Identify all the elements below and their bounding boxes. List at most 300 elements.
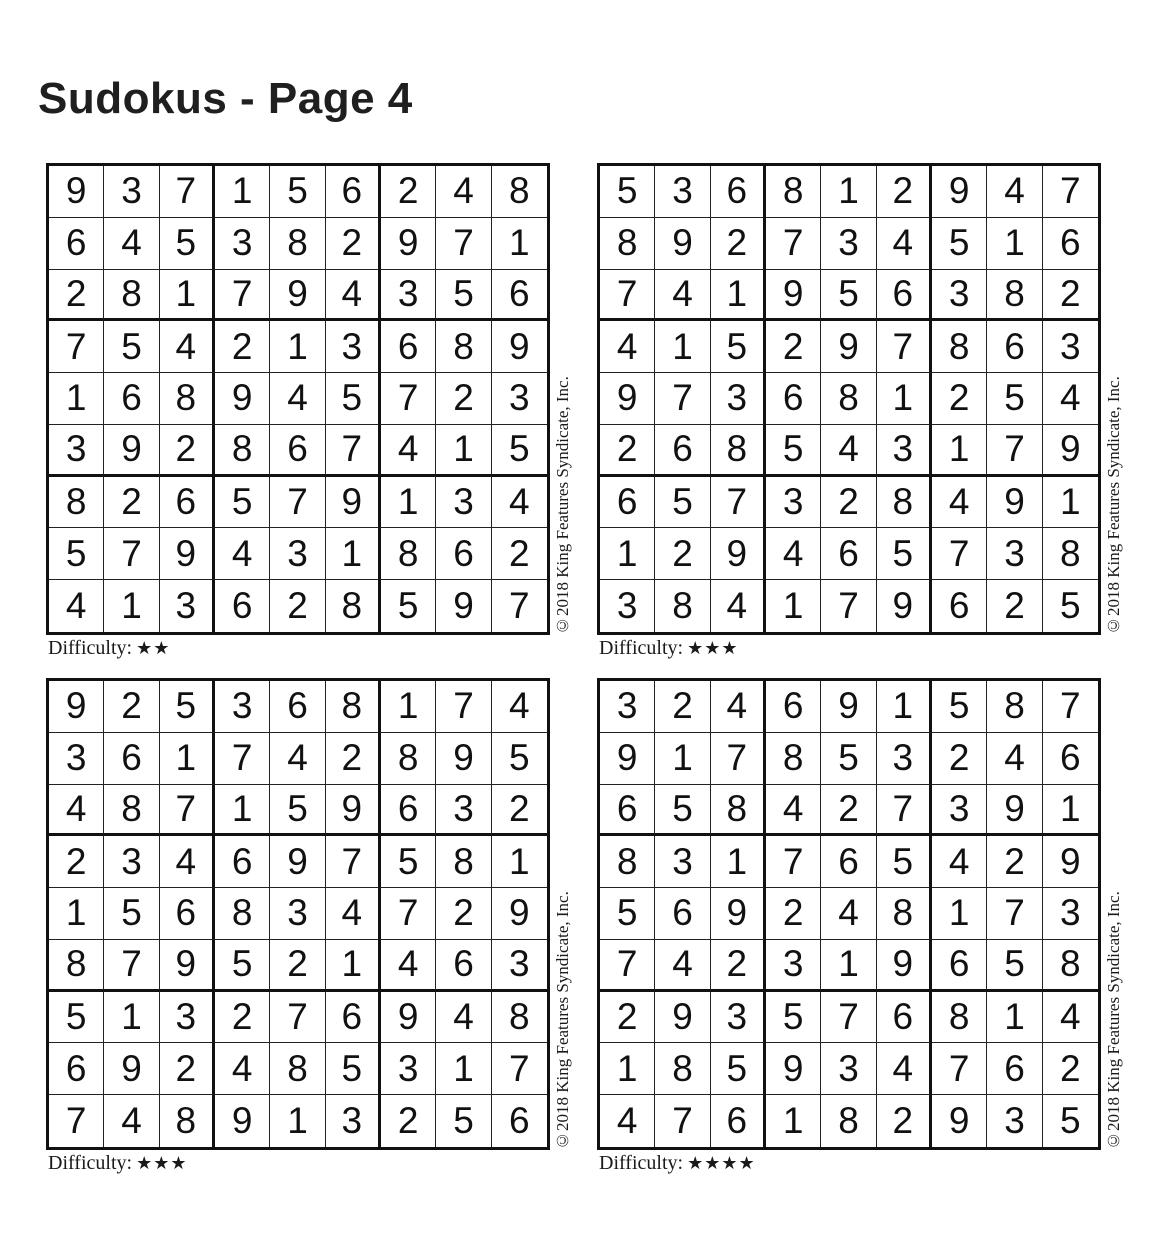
sudoku-cell: 7 bbox=[160, 166, 215, 218]
difficulty-label: Difficulty: bbox=[48, 637, 133, 659]
sudoku-cell: 7 bbox=[270, 477, 325, 529]
sudoku-cell: 9 bbox=[436, 580, 491, 632]
copyright-notice: ©2018 King Features Syndicate, Inc. bbox=[553, 376, 572, 635]
sudoku-cell: 7 bbox=[987, 888, 1042, 940]
sudoku-cell: 4 bbox=[877, 1043, 932, 1095]
sudoku-cell: 1 bbox=[436, 1043, 491, 1095]
sudoku-cell: 9 bbox=[821, 681, 876, 733]
sudoku-cell: 4 bbox=[711, 681, 766, 733]
star-rating: ★★★ bbox=[687, 638, 739, 659]
sudoku-cell: 6 bbox=[215, 836, 270, 888]
sudoku-cell: 2 bbox=[932, 373, 987, 425]
sudoku-cell: 8 bbox=[104, 270, 159, 322]
sudoku-cell: 8 bbox=[932, 321, 987, 373]
sudoku-cell: 3 bbox=[766, 940, 821, 992]
sudoku-cell: 8 bbox=[821, 1095, 876, 1147]
sudoku-cell: 4 bbox=[711, 580, 766, 632]
sudoku-cell: 3 bbox=[655, 166, 710, 218]
sudoku-cell: 8 bbox=[49, 940, 104, 992]
sudoku-cell: 5 bbox=[766, 992, 821, 1044]
sudoku-cell: 4 bbox=[987, 733, 1042, 785]
sudoku-cell: 2 bbox=[436, 888, 491, 940]
sudoku-cell: 2 bbox=[326, 733, 381, 785]
sudoku-cell: 9 bbox=[492, 888, 547, 940]
sudoku-cell: 8 bbox=[932, 992, 987, 1044]
star-rating: ★★★ bbox=[136, 1153, 188, 1174]
sudoku-cell: 4 bbox=[821, 425, 876, 477]
sudoku-cell: 5 bbox=[160, 218, 215, 270]
sudoku-cell: 4 bbox=[821, 888, 876, 940]
sudoku-cell: 4 bbox=[492, 681, 547, 733]
sudoku-cell: 2 bbox=[1043, 1043, 1098, 1095]
sudoku-cell: 8 bbox=[877, 477, 932, 529]
sudoku-cell: 7 bbox=[104, 940, 159, 992]
sudoku-cell: 9 bbox=[877, 940, 932, 992]
sudoku-cell: 5 bbox=[711, 321, 766, 373]
sudoku-cell: 3 bbox=[877, 425, 932, 477]
sudoku-cell: 4 bbox=[160, 321, 215, 373]
sudoku-cell: 1 bbox=[877, 681, 932, 733]
sudoku-cell: 1 bbox=[49, 373, 104, 425]
sudoku-cell: 2 bbox=[1043, 270, 1098, 322]
sudoku-cell: 8 bbox=[326, 681, 381, 733]
sudoku-cell: 9 bbox=[104, 425, 159, 477]
sudoku-cell: 2 bbox=[600, 425, 655, 477]
sudoku-cell: 1 bbox=[821, 940, 876, 992]
sudoku-cell: 9 bbox=[877, 580, 932, 632]
sudoku-cell: 9 bbox=[1043, 425, 1098, 477]
sudoku-cell: 3 bbox=[104, 836, 159, 888]
sudoku-cell: 6 bbox=[600, 477, 655, 529]
sudoku-puzzle-1 bbox=[46, 163, 606, 668]
sudoku-cell: 6 bbox=[436, 528, 491, 580]
sudoku-cell: 4 bbox=[436, 166, 491, 218]
sudoku-cell: 8 bbox=[49, 477, 104, 529]
sudoku-cell: 5 bbox=[766, 425, 821, 477]
sudoku-cell: 3 bbox=[160, 992, 215, 1044]
sudoku-cell: 4 bbox=[655, 270, 710, 322]
sudoku-cell: 3 bbox=[436, 785, 491, 837]
sudoku-cell: 8 bbox=[766, 166, 821, 218]
sudoku-cell: 3 bbox=[987, 1095, 1042, 1147]
sudoku-cell: 9 bbox=[215, 1095, 270, 1147]
sudoku-cell: 1 bbox=[160, 733, 215, 785]
sudoku-cell: 2 bbox=[49, 270, 104, 322]
sudoku-cell: 7 bbox=[104, 528, 159, 580]
sudoku-cell: 8 bbox=[987, 681, 1042, 733]
sudoku-cell: 5 bbox=[492, 425, 547, 477]
sudoku-cell: 8 bbox=[655, 1043, 710, 1095]
sudoku-cell: 2 bbox=[766, 321, 821, 373]
sudoku-cell: 5 bbox=[821, 270, 876, 322]
sudoku-cell: 6 bbox=[270, 425, 325, 477]
sudoku-cell: 3 bbox=[381, 1043, 436, 1095]
sudoku-cell: 2 bbox=[381, 166, 436, 218]
sudoku-cell: 2 bbox=[270, 580, 325, 632]
sudoku-grid bbox=[46, 678, 550, 1150]
sudoku-cell: 3 bbox=[821, 218, 876, 270]
sudoku-cell: 4 bbox=[49, 785, 104, 837]
sudoku-cell: 2 bbox=[711, 940, 766, 992]
sudoku-cell: 1 bbox=[711, 836, 766, 888]
sudoku-cell: 8 bbox=[655, 580, 710, 632]
sudoku-cell: 2 bbox=[766, 888, 821, 940]
sudoku-cell: 8 bbox=[381, 528, 436, 580]
sudoku-cell: 9 bbox=[600, 733, 655, 785]
sudoku-cell: 4 bbox=[215, 1043, 270, 1095]
sudoku-cell: 3 bbox=[49, 425, 104, 477]
sudoku-cell: 7 bbox=[215, 270, 270, 322]
copyright-notice: ©2018 King Features Syndicate, Inc. bbox=[1104, 891, 1123, 1150]
sudoku-cell: 6 bbox=[492, 270, 547, 322]
sudoku-cell: 2 bbox=[932, 733, 987, 785]
sudoku-cell: 1 bbox=[381, 477, 436, 529]
sudoku-cell: 1 bbox=[381, 681, 436, 733]
sudoku-cell: 4 bbox=[436, 992, 491, 1044]
sudoku-cell: 3 bbox=[932, 785, 987, 837]
sudoku-cell: 7 bbox=[1043, 681, 1098, 733]
sudoku-cell: 9 bbox=[932, 166, 987, 218]
sudoku-cell: 3 bbox=[436, 477, 491, 529]
sudoku-cell: 7 bbox=[381, 373, 436, 425]
sudoku-cell: 2 bbox=[821, 785, 876, 837]
sudoku-cell: 8 bbox=[821, 373, 876, 425]
sudoku-cell: 4 bbox=[326, 888, 381, 940]
sudoku-cell: 4 bbox=[326, 270, 381, 322]
sudoku-cell: 5 bbox=[877, 836, 932, 888]
sudoku-cell: 8 bbox=[270, 1043, 325, 1095]
sudoku-cell: 2 bbox=[215, 992, 270, 1044]
sudoku-cell: 8 bbox=[766, 733, 821, 785]
sudoku-cell: 8 bbox=[711, 785, 766, 837]
sudoku-cell: 3 bbox=[49, 733, 104, 785]
sudoku-cell: 4 bbox=[877, 218, 932, 270]
sudoku-cell: 8 bbox=[877, 888, 932, 940]
sudoku-cell: 6 bbox=[326, 166, 381, 218]
sudoku-cell: 8 bbox=[987, 270, 1042, 322]
sudoku-cell: 7 bbox=[49, 1095, 104, 1147]
sudoku-cell: 5 bbox=[821, 733, 876, 785]
sudoku-cell: 9 bbox=[49, 681, 104, 733]
sudoku-cell: 9 bbox=[381, 992, 436, 1044]
sudoku-cell: 1 bbox=[932, 888, 987, 940]
sudoku-cell: 5 bbox=[49, 992, 104, 1044]
sudoku-cell: 6 bbox=[932, 580, 987, 632]
sudoku-cell: 5 bbox=[215, 940, 270, 992]
sudoku-cell: 5 bbox=[436, 1095, 491, 1147]
difficulty-label: Difficulty: bbox=[599, 637, 684, 659]
sudoku-cell: 5 bbox=[932, 218, 987, 270]
sudoku-cell: 6 bbox=[600, 785, 655, 837]
sudoku-cell: 7 bbox=[160, 785, 215, 837]
sudoku-cell: 1 bbox=[326, 528, 381, 580]
sudoku-cell: 1 bbox=[49, 888, 104, 940]
sudoku-cell: 1 bbox=[711, 270, 766, 322]
sudoku-cell: 7 bbox=[987, 425, 1042, 477]
sudoku-cell: 1 bbox=[766, 580, 821, 632]
sudoku-cell: 2 bbox=[987, 836, 1042, 888]
sudoku-cell: 2 bbox=[270, 940, 325, 992]
sudoku-cell: 5 bbox=[104, 321, 159, 373]
sudoku-cell: 5 bbox=[987, 940, 1042, 992]
sudoku-cell: 7 bbox=[711, 477, 766, 529]
sudoku-cell: 6 bbox=[326, 992, 381, 1044]
sudoku-cell: 4 bbox=[381, 425, 436, 477]
sudoku-cell: 5 bbox=[600, 888, 655, 940]
sudoku-cell: 6 bbox=[1043, 733, 1098, 785]
sudoku-cell: 7 bbox=[381, 888, 436, 940]
sudoku-cell: 3 bbox=[821, 1043, 876, 1095]
sudoku-cell: 7 bbox=[270, 992, 325, 1044]
sudoku-cell: 3 bbox=[1043, 888, 1098, 940]
sudoku-cell: 6 bbox=[270, 681, 325, 733]
sudoku-cell: 3 bbox=[655, 836, 710, 888]
sudoku-cell: 4 bbox=[766, 528, 821, 580]
sudoku-cell: 1 bbox=[600, 1043, 655, 1095]
sudoku-cell: 6 bbox=[932, 940, 987, 992]
sudoku-cell: 8 bbox=[381, 733, 436, 785]
sudoku-cell: 4 bbox=[600, 1095, 655, 1147]
sudoku-cell: 9 bbox=[1043, 836, 1098, 888]
sudoku-cell: 7 bbox=[821, 580, 876, 632]
sudoku-cell: 2 bbox=[821, 477, 876, 529]
sudoku-cell: 6 bbox=[821, 528, 876, 580]
sudoku-cell: 2 bbox=[655, 528, 710, 580]
sudoku-cell: 8 bbox=[600, 836, 655, 888]
sudoku-cell: 9 bbox=[160, 940, 215, 992]
sudoku-cell: 7 bbox=[932, 528, 987, 580]
sudoku-cell: 2 bbox=[492, 785, 547, 837]
difficulty-rating bbox=[599, 635, 738, 662]
sudoku-cell: 1 bbox=[600, 528, 655, 580]
sudoku-cell: 9 bbox=[270, 270, 325, 322]
sudoku-cell: 1 bbox=[987, 992, 1042, 1044]
sudoku-cell: 9 bbox=[215, 373, 270, 425]
sudoku-cell: 7 bbox=[877, 785, 932, 837]
sudoku-cell: 3 bbox=[711, 373, 766, 425]
sudoku-puzzle-3 bbox=[46, 678, 606, 1183]
sudoku-cell: 6 bbox=[766, 373, 821, 425]
sudoku-cell: 6 bbox=[987, 1043, 1042, 1095]
sudoku-cell: 2 bbox=[104, 681, 159, 733]
sudoku-cell: 5 bbox=[711, 1043, 766, 1095]
sudoku-cell: 6 bbox=[215, 580, 270, 632]
sudoku-cell: 9 bbox=[326, 785, 381, 837]
sudoku-cell: 5 bbox=[49, 528, 104, 580]
sudoku-cell: 8 bbox=[492, 992, 547, 1044]
sudoku-cell: 9 bbox=[711, 528, 766, 580]
sudoku-cell: 9 bbox=[987, 785, 1042, 837]
sudoku-cell: 6 bbox=[436, 940, 491, 992]
sudoku-cell: 2 bbox=[436, 373, 491, 425]
sudoku-cell: 7 bbox=[326, 425, 381, 477]
sudoku-cell: 8 bbox=[1043, 528, 1098, 580]
sudoku-cell: 1 bbox=[326, 940, 381, 992]
sudoku-cell: 1 bbox=[160, 270, 215, 322]
sudoku-cell: 3 bbox=[326, 321, 381, 373]
sudoku-cell: 8 bbox=[1043, 940, 1098, 992]
sudoku-cell: 9 bbox=[381, 218, 436, 270]
sudoku-cell: 1 bbox=[104, 580, 159, 632]
sudoku-cell: 8 bbox=[215, 425, 270, 477]
sudoku-cell: 5 bbox=[1060, 1100, 1081, 1142]
sudoku-cell: 1 bbox=[492, 836, 547, 888]
sudoku-cell: 1 bbox=[492, 218, 547, 270]
sudoku-cell: 5 bbox=[326, 1043, 381, 1095]
sudoku-cell: 1 bbox=[987, 218, 1042, 270]
sudoku-cell: 5 bbox=[104, 888, 159, 940]
sudoku-cell: 3 bbox=[600, 681, 655, 733]
sudoku-cell: 6 bbox=[821, 836, 876, 888]
sudoku-cell: 9 bbox=[766, 270, 821, 322]
copyright-notice: ©2018 King Features Syndicate, Inc. bbox=[1104, 376, 1123, 635]
sudoku-cell: 6 bbox=[655, 425, 710, 477]
sudoku-cell: 7 bbox=[436, 218, 491, 270]
sudoku-cell: 7 bbox=[509, 585, 530, 627]
sudoku-cell: 8 bbox=[711, 425, 766, 477]
sudoku-cell: 6 bbox=[1043, 218, 1098, 270]
sudoku-cell: 4 bbox=[1043, 373, 1098, 425]
sudoku-cell: 5 bbox=[655, 785, 710, 837]
difficulty-label: Difficulty: bbox=[48, 1152, 133, 1174]
sudoku-cell: 1 bbox=[932, 425, 987, 477]
sudoku-cell: 4 bbox=[215, 528, 270, 580]
sudoku-cell: 9 bbox=[492, 321, 547, 373]
sudoku-cell: 9 bbox=[270, 836, 325, 888]
sudoku-cell: 9 bbox=[436, 733, 491, 785]
sudoku-grid bbox=[46, 163, 550, 635]
star-rating: ★★ bbox=[136, 638, 171, 659]
sudoku-cell: 7 bbox=[49, 321, 104, 373]
sudoku-cell: 9 bbox=[932, 1095, 987, 1147]
sudoku-cell: 1 bbox=[215, 166, 270, 218]
sudoku-grid bbox=[597, 163, 1101, 635]
sudoku-cell: 6 bbox=[711, 1095, 766, 1147]
sudoku-cell: 6 bbox=[160, 477, 215, 529]
difficulty-rating bbox=[48, 1150, 187, 1177]
sudoku-cell: 9 bbox=[49, 166, 104, 218]
sudoku-cell: 7 bbox=[932, 1043, 987, 1095]
sudoku-cell: 6 bbox=[49, 218, 104, 270]
difficulty-rating bbox=[48, 635, 170, 662]
sudoku-cell: 6 bbox=[877, 992, 932, 1044]
sudoku-cell: 1 bbox=[655, 321, 710, 373]
sudoku-cell: 3 bbox=[160, 580, 215, 632]
sudoku-cell: 3 bbox=[104, 166, 159, 218]
sudoku-cell: 8 bbox=[104, 785, 159, 837]
sudoku-cell: 3 bbox=[600, 580, 655, 632]
sudoku-cell: 3 bbox=[270, 528, 325, 580]
sudoku-cell: 6 bbox=[104, 733, 159, 785]
sudoku-cell: 4 bbox=[270, 373, 325, 425]
sudoku-cell: 6 bbox=[655, 888, 710, 940]
sudoku-cell: 8 bbox=[270, 218, 325, 270]
sudoku-cell: 2 bbox=[877, 1095, 932, 1147]
sudoku-cell: 1 bbox=[877, 373, 932, 425]
sudoku-cell: 5 bbox=[270, 785, 325, 837]
sudoku-cell: 5 bbox=[160, 681, 215, 733]
sudoku-cell: 5 bbox=[600, 166, 655, 218]
sudoku-cell: 5 bbox=[1060, 585, 1081, 627]
sudoku-cell: 4 bbox=[104, 218, 159, 270]
sudoku-cell: 1 bbox=[104, 992, 159, 1044]
sudoku-cell: 6 bbox=[381, 785, 436, 837]
sudoku-cell: 7 bbox=[492, 1043, 547, 1095]
sudoku-cell: 2 bbox=[877, 166, 932, 218]
sudoku-cell: 7 bbox=[326, 836, 381, 888]
sudoku-cell: 3 bbox=[711, 992, 766, 1044]
sudoku-cell: 5 bbox=[436, 270, 491, 322]
sudoku-cell: 3 bbox=[877, 733, 932, 785]
sudoku-cell: 5 bbox=[326, 373, 381, 425]
sudoku-cell: 1 bbox=[766, 1095, 821, 1147]
sudoku-cell: 9 bbox=[160, 528, 215, 580]
sudoku-cell: 7 bbox=[655, 373, 710, 425]
sudoku-cell: 8 bbox=[436, 836, 491, 888]
sudoku-cell: 9 bbox=[821, 321, 876, 373]
sudoku-cell: 1 bbox=[270, 1095, 325, 1147]
sudoku-cell: 3 bbox=[492, 940, 547, 992]
sudoku-cell: 4 bbox=[932, 477, 987, 529]
sudoku-cell: 9 bbox=[104, 1043, 159, 1095]
sudoku-cell: 6 bbox=[49, 1043, 104, 1095]
sudoku-cell: 5 bbox=[381, 836, 436, 888]
sudoku-cell: 3 bbox=[932, 270, 987, 322]
sudoku-cell: 1 bbox=[655, 733, 710, 785]
sudoku-cell: 2 bbox=[492, 528, 547, 580]
sudoku-cell: 5 bbox=[932, 681, 987, 733]
sudoku-cell: 6 bbox=[877, 270, 932, 322]
sudoku-cell: 9 bbox=[655, 218, 710, 270]
sudoku-cell: 3 bbox=[215, 218, 270, 270]
sudoku-cell: 8 bbox=[436, 321, 491, 373]
sudoku-cell: 8 bbox=[215, 888, 270, 940]
sudoku-cell: 3 bbox=[326, 1095, 381, 1147]
sudoku-cell: 7 bbox=[215, 733, 270, 785]
copyright-notice: ©2018 King Features Syndicate, Inc. bbox=[553, 891, 572, 1150]
sudoku-cell: 9 bbox=[987, 477, 1042, 529]
sudoku-cell: 2 bbox=[49, 836, 104, 888]
sudoku-cell: 8 bbox=[160, 373, 215, 425]
sudoku-cell: 2 bbox=[160, 425, 215, 477]
sudoku-cell: 4 bbox=[987, 166, 1042, 218]
sudoku-cell: 2 bbox=[326, 218, 381, 270]
sudoku-cell: 8 bbox=[492, 166, 547, 218]
sudoku-cell: 3 bbox=[215, 681, 270, 733]
sudoku-cell: 5 bbox=[270, 166, 325, 218]
sudoku-cell: 3 bbox=[1043, 321, 1098, 373]
sudoku-cell: 4 bbox=[766, 785, 821, 837]
sudoku-cell: 8 bbox=[326, 580, 381, 632]
star-rating: ★★★★ bbox=[687, 1153, 756, 1174]
page-title: Sudokus - Page 4 bbox=[38, 74, 413, 123]
sudoku-cell: 2 bbox=[711, 218, 766, 270]
difficulty-rating bbox=[599, 1150, 756, 1177]
sudoku-cell: 3 bbox=[766, 477, 821, 529]
sudoku-puzzle-2 bbox=[597, 163, 1155, 668]
sudoku-cell: 3 bbox=[381, 270, 436, 322]
sudoku-cell: 2 bbox=[655, 681, 710, 733]
sudoku-cell: 6 bbox=[104, 373, 159, 425]
sudoku-cell: 4 bbox=[381, 940, 436, 992]
sudoku-cell: 7 bbox=[711, 733, 766, 785]
sudoku-cell: 1 bbox=[821, 166, 876, 218]
sudoku-cell: 1 bbox=[215, 785, 270, 837]
sudoku-puzzle-4 bbox=[597, 678, 1155, 1183]
sudoku-cell: 1 bbox=[436, 425, 491, 477]
sudoku-cell: 7 bbox=[766, 836, 821, 888]
sudoku-cell: 3 bbox=[987, 528, 1042, 580]
